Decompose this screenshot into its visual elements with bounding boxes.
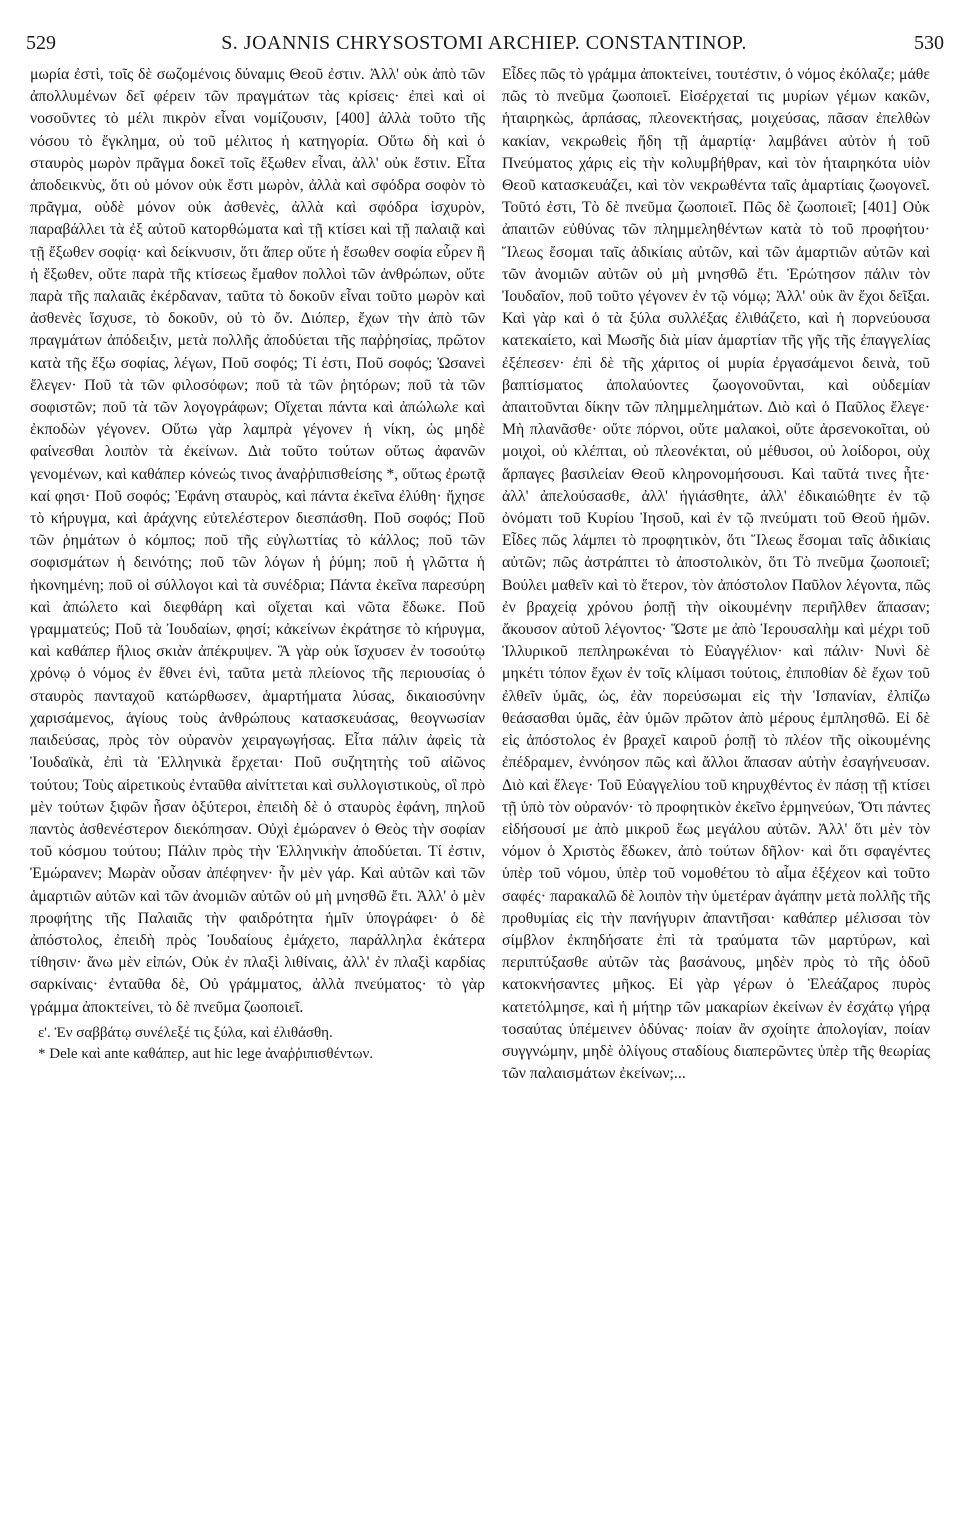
- page-number: 529: [26, 32, 56, 54]
- footnote: ε'. Ἐν σαββάτῳ συνέλεξέ τις ξύλα, καὶ ἐλιθάσθη.: [38, 1024, 333, 1041]
- left-column: [30, 64, 485, 1065]
- column-marker: 530: [914, 32, 944, 54]
- left-paragraph: μωρία ἐστὶ, τοῖς δὲ σωζομένοις δύναμις Θεοῦ ἐστιν. Ἀλλ' οὐκ ἀπὸ τῶν ἀπολλυμένων δεῖ φέρειν τῶν πραγμάτων τὰς κρίσεις· ἐπεὶ καὶ οἱ νοσοῦντες τὸ μέλι πικρὸν εἶναι νομίζουσιν, [400] ἀλλὰ τοῦτο τῆς νόσου τὸ ἔγκλημα, οὐ τοῦ μέλιτος ἡ κατηγορία. Οὕτω δὴ καὶ ὁ σταυρὸς μωρὸν πρᾶγμα δοκεῖ τοῖς ἔξωθεν εἶναι, ἀλλ' οὐκ ἔστιν. Εἶτα ἀποδεικνὺς, ὅτι οὐ μόνον οὐκ ἔστι μωρὸν, ἀλλὰ καὶ σφόδρα σοφὸν τὸ πρᾶγμα, οὐδὲ μόνον οὐκ ἀσθενὲς, ἀλλὰ καὶ σφόδρα ἰσχυρὸν, παραβάλλει τὰ ἐξ αὐτοῦ κατορθώματα καὶ τῇ κτίσει καὶ τῇ παλαιᾷ καὶ τῇ ἔξωθεν σοφίᾳ· καὶ δείκνυσιν, ὅτι ἅπερ οὔτε ἡ ἔσωθεν σοφία εὗρεν ἢ ἡ ἔξωθεν, οὔτε παρὰ τῆς κτίσεως ἔμαθον πολλοὶ τῶν ἀνθρώπων, οὔτε παρὰ τῆς παλαιᾶς ἐκέρδαναν, ταῦτα τὸ δοκοῦν εἶναι τοῦτο μωρὸν καὶ ἀσθενὲς ἴσχυσε, τὸ δοκοῦν, οὐ τὸ ὄν. Διόπερ, ἔχων τὴν ἀπὸ τῶν πραγμάτων ἀπόδειξιν, μετὰ πολλῆς ἀποδύεται τῆς παῤῥησίας, πρῶτον κατὰ τῆς ἔξω σοφίας, λέγων, Ποῦ σοφός; Τί ἐστι, Ποῦ σοφός; Ὡσανεὶ ἔλεγεν· Ποῦ τὰ τῶν φιλοσόφων; ποῦ τὰ τῶν ῥητόρων; ποῦ τὰ τῶν σοφιστῶν; ποῦ τὰ τῶν λογογράφων; Οἴχεται πάντα καὶ ἀπώλωλε καὶ ἐκποδὼν γέγονεν. Οὕτω γὰρ λαμπρὰ γέγονεν ἡ νίκη, ὡς μηδὲ φαίνεσθαι λοιπὸν τὰ ἐκείνων. Διὰ τοῦτο τούτων οὕτως ἀφανῶν γενομένων, καὶ καθάπερ κόνεώς τινος ἀναῤῥιπισθείσης *, οὕτως ἐρωτᾷ καί φησι· Ποῦ σοφός; Ἐφάνη σταυρὸς, καὶ πάντα ἐκεῖνα ἐλύθη· ἤχησε τὸ κήρυγμα, καὶ ἀράχνης εὐτελέστερον διεσπάσθη. Ποῦ σοφός; Ποῦ τῶν ῥημάτων ὁ κόμπος; ποῦ τῆς εὐγλωττίας τὸ κάλλος; ποῦ τῶν σοφισμάτων ἡ δεινότης; ποῦ τῶν λόγων ἡ ῥύμη; ποῦ ἡ γλῶττα ἡ ἠκονημένη; ποῦ οἱ σύλλογοι καὶ τὰ συνέδρια; Πάντα ἐκεῖνα παρεσύρη καὶ ἀπώλετο καὶ διεφθάρη καὶ οἴχεται καὶ νῶτα ἔδωκε. Ποῦ γραμματεύς; Ποῦ τὰ Ἰουδαίων, φησί; κἀκείνων ἐκράτησε τὸ κήρυγμα, καὶ καθάπερ ἥλιος σκιὰν ἀπέκρυψεν. Ἃ γὰρ οὐκ ἴσχυσεν ἐν τοσούτῳ χρόνῳ ὁ νόμος ἐν ἔθνει ἑνὶ, ταῦτα μετὰ πλείονος τῆς περιουσίας ὁ σταυρὸς πανταχοῦ κατώρθωσεν, ἁμαρτήματα λύσας, δικαιοσύνην χαρισάμενος, ἁγίους τοὺς ἀνθρώπους κατασκευάσας, θεογνωσίαν παιδεύσας, πρὸς τὸν οὐρανὸν χειραγωγήσας. Εἶτα πάλιν ἀφεὶς τὰ Ἰουδαϊκὰ, ἐπὶ τὰ Ἑλληνικὰ ἔρχεται· Ποῦ συζητητὴς τοῦ αἰῶνος τούτου; Τοὺς αἱρετικοὺς ἐνταῦθα αἰνίττεται καὶ συλλογιστικοὺς, οἳ πρὸ μὲν τούτων ξιφῶν ἦσαν ὀξύτεροι, ἐπειδὴ δὲ ὁ σταυρὸς ἐφάνη, πηλοῦ παντὸς ἀσθενέστερον διεκόπησαν. Οὐχὶ ἐμώρανεν ὁ Θεὸς τὴν σοφίαν τοῦ κόσμου τούτου; Πάλιν πρὸς τὴν Ἑλληνικὴν ἀποδύεται. Τί ἐστιν, Ἐμώρανεν; Μωρὰν οὖσαν ἀπέφηνεν· ἦν μὲν γάρ. Καὶ αὐτῶν καὶ τῶν ἁμαρτιῶν αὐτῶν καὶ τῶν ἀνομιῶν αὐτῶν οὐ μὴ μνησθῶ ἔτι. Ἀλλ' ὁ μὲν προφήτης τῆς Παλαιᾶς τὴν φαιδρότητα ἡμῖν ὑπογράφει· ὁ δὲ ἀπόστολος, ἐπειδὴ πρὸς Ἰουδαίους ἐμάχετο, παράλληλα ἑκάτερα τίθησιν· ἄνω μὲν εἰπών, Οὐκ ἐν πλαξὶ λιθίναις, ἀλλ' ἐν πλαξὶ καρδίας σαρκίναις· ἐνταῦθα δὲ, Οὐ γράμματος, ἀλλὰ πνεύματος· τὸ γὰρ γράμμα ἀποκτείνει, τὸ δὲ πνεῦμα ζωοποιεῖ.: [30, 66, 485, 1016]
- footnotes: [30, 1023, 485, 1065]
- page-header: [24, 32, 944, 58]
- running-title: S. JOANNIS CHRYSOSTOMI ARCHIEP. CONSTANTINOP.: [221, 32, 747, 54]
- right-paragraph: Εἶδες πῶς τὸ γράμμα ἀποκτείνει, τουτέστιν, ὁ νόμος ἐκόλαζε; μάθε πῶς τὸ πνεῦμα ζωοποιεῖ. Εἰσέρχεταί τις μυρίων γέμων κακῶν, ἡταιρηκὼς, ἁρπάσας, πλεονεκτήσας, μοιχεύσας, πᾶσαν ἐπελθὼν κακίαν, νεκρωθεὶς ἤδη τῇ ἁμαρτίᾳ· λαμβάνει αὐτὸν ἡ τοῦ Πνεύματος χάρις εἰς τὴν κολυμβήθραν, καὶ τὸν ἡταιρηκότα υἱὸν Θεοῦ κατασκευάζει, καὶ τὸν νεκρωθέντα ταῖς ἁμαρτίαις ζωογονεῖ. Τοῦτό ἐστι, Τὸ δὲ πνεῦμα ζωοποιεῖ. Πῶς δὲ ζωοποιεῖ; [401] Οὐκ ἀπαιτῶν εὐθύνας τῶν πλημμεληθέντων κατὰ τὸ τοῦ προφήτου· Ἵλεως ἔσομαι ταῖς ἀδικίαις αὐτῶν, καὶ τῶν ἁμαρτιῶν αὐτῶν καὶ τῶν ἀνομιῶν αὐτῶν οὐ μὴ μνησθῶ ἔτι. Ἐρώτησον πάλιν τὸν Ἰουδαῖον, ποῦ τοῦτο γέγονεν ἐν τῷ νόμῳ; Ἀλλ' οὐκ ἂν ἔχοι δεῖξαι. Καὶ γὰρ καὶ ὁ τὰ ξύλα συλλέξας ἐλιθάζετο, καὶ ἡ πορνεύουσα κατεκαίετο, καὶ Μωσῆς διὰ μίαν ἁμαρτίαν τῆς γῆς τῆς ἐπαγγελίας ἐξέπεσεν· ἐπὶ δὲ τῆς χάριτος οἱ μυρία ἐργασάμενοι δεινὰ, τοῦ βαπτίσματος ἀπολαύοντες ζωογονοῦνται, καὶ οὐδεμίαν ἀπαιτοῦνται δίκην τῶν πλημμελημάτων. Διὸ καὶ ὁ Παῦλος ἔλεγε· Μὴ πλανᾶσθε· οὔτε πόρνοι, οὔτε μαλακοὶ, οὔτε ἀρσενοκοῖται, οὐ μοιχοὶ, οὐ κλέπται, οὐ πλεονέκται, οὐ μέθυσοι, οὐ λοίδοροι, οὐχ ἅρπαγες βασιλείαν Θεοῦ κληρονομήσουσι. Καὶ ταῦτά τινες ἦτε· ἀλλ' ἀπελούσασθε, ἀλλ' ἡγιάσθητε, ἀλλ' ἐδικαιώθητε ἐν τῷ ὀνόματι τοῦ Κυρίου Ἰησοῦ, καὶ ἐν τῷ πνεύματι τοῦ Θεοῦ ἡμῶν. Εἶδες πῶς λάμπει τὸ προφητικὸν, ὅτι Ἵλεως ἔσομαι ταῖς ἀδικίαις αὐτῶν; πῶς ἀστράπτει τὸ ἀποστολικὸν, ὅτι Τὸ πνεῦμα ζωοποιεῖ; Βούλει μαθεῖν καὶ τὸ ἕτερον, τὸν ἀπόστολον Παῦλον λέγοντα, πῶς ἐν βραχείᾳ χρόνου ῥοπῇ τὴν οἰκουμένην περιῆλθεν ἅπασαν; ἄκουσον αὐτοῦ λέγοντος· Ὥστε με ἀπὸ Ἱερουσαλὴμ καὶ μέχρι τοῦ Ἰλλυρικοῦ πεπληρωκέναι τὸ Εὐαγγέλιον· καὶ πάλιν· Νυνὶ δὲ μηκέτι τόπον ἔχων ἐν τοῖς κλίμασι τούτοις, ἐπιποθίαν δὲ ἔχων τοῦ ἐλθεῖν ὑμᾶς, ὡς, ἐὰν πορεύσωμαι εἰς τὴν Ἱσπανίαν, ἐλπίζω θεάσασθαι ὑμᾶς, ἐὰν ὑμῶν πρῶτον ἀπὸ μέρους ἐμπλησθῶ. Εἰ δὲ εἰς ἀπόστολος ἐν βραχεῖ καιροῦ ῥοπῇ τὸ πλέον τῆς οἰκουμένης ἐπέδραμεν, ἐννόησον πῶς καὶ ἄλλοι ἅπασαν αὐτὴν ἐσαγήνευσαν. Διὸ καὶ ἔλεγε· Τοῦ Εὐαγγελίου τοῦ κηρυχθέντος ἐν πάσῃ τῇ κτίσει τῇ ὑπὸ τὸν οὐρανόν· τὸ προφητικὸν ἐκεῖνο ἑρμηνεύων, Ὅτι πάντες εἰδήσουσί με ἀπὸ μικροῦ ἕως μεγάλου αὐτῶν. Ἀλλ' ὅτι μὲν τὸν νόμον ὁ Χριστὸς ἔδωκεν, ἀπὸ τούτων δῆλον· καὶ ὅτι σφαγέντες ὑπὲρ τοῦ νόμου, ὑπὲρ τοῦ νομοθέτου τὸ αἷμα ἐξέχεον καὶ τοῦτο σαφές· παρακαλῶ δὲ λοιπὸν τὴν ὑμετέραν ἀγάπην μετὰ πολλῆς τῆς προθυμίας εἰς τὴν πανήγυριν ἀπαντῆσαι· καθάπερ μέλισσαι τὸν σίμβλον ἐκπηδήσατε ἐπὶ τὰ τραύματα τῶν μαρτύρων, καὶ περιπτύξασθε αὐτῶν τὰς βασάνους, μηδὲν πρὸς τὸ τῆς ὁδοῦ κατοκνήσαντες μῆκος. Εἰ γὰρ γέρων ὁ Ἐλεάζαρος πυρὸς κατετόλμησε, καὶ ἡ μήτηρ τῶν μακαρίων ἐκείνων ἐν ἐσχάτῳ γήρᾳ τοσαύτας ὑπέμεινεν ὀδύνας· ποίαν ἂν σχοίητε ἀπολογίαν, ποίαν συγγνώμην, μηδὲ ὀλίγους σταδίους διαπερῶντες ὑπὲρ τῆς θεωρίας τῶν παλαισμάτων ἐκείνων;...: [502, 66, 930, 1083]
- footnote: * Dele καὶ ante καθάπερ, aut hic lege ἀναῤῥιπισθέντων.: [38, 1045, 374, 1062]
- right-column: [502, 64, 930, 1085]
